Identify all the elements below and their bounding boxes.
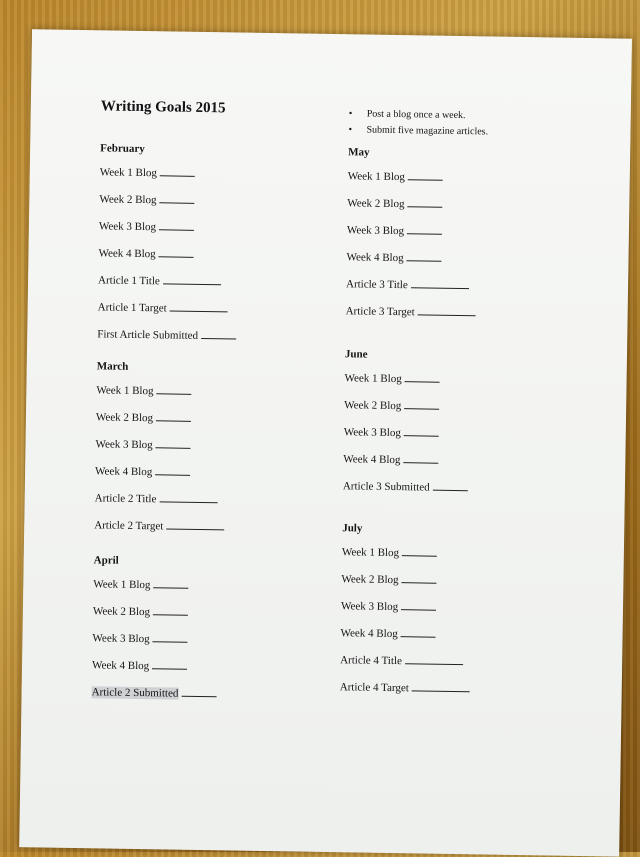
goal-line <box>342 546 437 559</box>
fill-in-blank[interactable] <box>402 554 437 557</box>
fill-in-blank[interactable] <box>404 434 439 437</box>
fill-in-blank[interactable] <box>156 446 191 449</box>
line-label: First Article Submitted <box>97 328 199 342</box>
fill-in-blank[interactable] <box>163 282 221 285</box>
goal-text: Post a blog once a week. <box>366 108 466 122</box>
fill-in-blank[interactable] <box>407 205 442 208</box>
fill-in-blank[interactable] <box>418 313 476 316</box>
fill-in-blank[interactable] <box>408 178 443 181</box>
goals-list <box>348 106 488 140</box>
fill-in-blank[interactable] <box>181 695 216 698</box>
goal-line <box>344 399 439 412</box>
fill-in-blank[interactable] <box>153 640 188 643</box>
fill-in-blank[interactable] <box>401 635 436 638</box>
line-label: Week 2 Blog <box>347 197 405 211</box>
section-heading-march: March <box>96 360 129 373</box>
fill-in-blank[interactable] <box>156 392 191 395</box>
line-label: Week 3 Blog <box>343 426 402 440</box>
fill-in-blank[interactable] <box>166 527 224 530</box>
goal-line <box>98 301 228 315</box>
goal-line <box>97 328 236 342</box>
fill-in-blank[interactable] <box>407 259 442 262</box>
line-label: Week 3 Blog <box>346 224 405 238</box>
goal-line <box>100 166 195 179</box>
goal-line <box>92 659 187 672</box>
line-label: Week 1 Blog <box>99 166 158 180</box>
line-label: Week 3 Blog <box>98 220 157 234</box>
goal-line <box>347 197 442 210</box>
line-label: Week 2 Blog <box>341 573 399 587</box>
bullet-icon: • <box>348 124 353 136</box>
line-label: Week 1 Blog <box>96 384 154 398</box>
goal-line <box>343 453 438 466</box>
line-label: Article 2 Submitted <box>91 686 179 700</box>
goal-line <box>346 251 441 264</box>
line-label: Week 4 Blog <box>98 247 156 261</box>
section-heading-july: July <box>342 522 363 535</box>
line-label: Week 4 Blog <box>340 627 398 641</box>
fill-in-blank[interactable] <box>159 201 194 204</box>
fill-in-blank[interactable] <box>153 613 188 616</box>
fill-in-blank[interactable] <box>201 337 236 340</box>
goal-line <box>340 627 435 640</box>
fill-in-blank[interactable] <box>156 419 191 422</box>
line-label: Article 4 Title <box>340 654 402 668</box>
fill-in-blank[interactable] <box>407 232 442 235</box>
line-label: Week 4 Blog <box>343 453 401 467</box>
fill-in-blank[interactable] <box>155 473 190 476</box>
goal-line <box>346 305 476 319</box>
fill-in-blank[interactable] <box>153 586 188 589</box>
section-heading-april: April <box>93 554 119 567</box>
goal-line <box>98 247 193 260</box>
line-label: Week 4 Blog <box>91 659 150 673</box>
fill-in-blank[interactable] <box>433 489 468 492</box>
line-label: Week 2 Blog <box>95 411 154 425</box>
line-label: Article 3 Title <box>345 278 408 292</box>
section-heading-february: February <box>100 142 145 156</box>
fill-in-blank[interactable] <box>402 581 437 584</box>
goal-line <box>96 384 191 397</box>
fill-in-blank[interactable] <box>403 461 438 464</box>
line-label: Week 3 Blog <box>340 600 399 614</box>
goal-line <box>341 600 436 613</box>
line-label: Article 2 Title <box>94 492 157 506</box>
fill-in-blank[interactable] <box>159 255 194 258</box>
fill-in-blank[interactable] <box>160 174 195 177</box>
goal-line <box>95 492 218 506</box>
line-label: Article 1 Title <box>98 274 160 288</box>
line-label: Week 1 Blog <box>344 372 402 386</box>
goal-line <box>99 193 194 206</box>
goal-line <box>93 578 188 591</box>
line-label: Article 1 Target <box>97 301 167 315</box>
goal-line <box>99 220 194 233</box>
line-label: Week 1 Blog <box>347 170 406 184</box>
fill-in-blank[interactable] <box>401 608 436 611</box>
goal-line <box>345 372 440 385</box>
line-label: Article 2 Target <box>94 519 164 533</box>
paper-sheet <box>19 29 632 856</box>
goal-line <box>340 681 470 695</box>
line-label: Week 2 Blog <box>92 605 151 619</box>
goal-line <box>347 224 442 237</box>
section-heading-june: June <box>344 348 368 361</box>
fill-in-blank[interactable] <box>411 286 469 289</box>
line-label: Week 3 Blog <box>95 438 153 452</box>
goal-line <box>344 426 439 439</box>
goal-text: Submit five magazine articles. <box>366 124 489 138</box>
line-label: Week 4 Blog <box>95 465 153 479</box>
goal-line <box>341 573 436 586</box>
goal-line <box>92 686 217 700</box>
line-label: Week 2 Blog <box>99 193 157 207</box>
goal-line <box>348 170 443 183</box>
line-label: Article 3 Target <box>345 305 415 319</box>
fill-in-blank[interactable] <box>405 380 440 383</box>
goal-line <box>95 438 190 451</box>
section-heading-may: May <box>348 146 370 159</box>
goal-line <box>343 480 468 494</box>
bullet-icon: • <box>348 108 353 120</box>
line-label: Article 4 Target <box>339 681 409 695</box>
goal-line <box>340 654 463 668</box>
goal-line <box>94 519 224 533</box>
goal-line <box>93 605 188 618</box>
fill-in-blank[interactable] <box>405 662 463 665</box>
line-label: Week 4 Blog <box>346 251 404 265</box>
fill-in-blank[interactable] <box>159 228 194 231</box>
goal-line <box>98 274 221 288</box>
line-label: Week 2 Blog <box>344 399 402 413</box>
fill-in-blank[interactable] <box>170 309 228 312</box>
fill-in-blank[interactable] <box>159 500 217 503</box>
line-label: Week 1 Blog <box>341 546 400 560</box>
goal-line <box>96 411 191 424</box>
goal-item <box>348 122 488 140</box>
goal-line <box>346 278 469 292</box>
fill-in-blank[interactable] <box>412 689 470 692</box>
line-label: Article 3 Submitted <box>342 480 430 494</box>
fill-in-blank[interactable] <box>404 407 439 410</box>
page-title: Writing Goals 2015 <box>100 98 226 117</box>
goal-line <box>92 632 187 645</box>
line-label: Week 3 Blog <box>92 632 150 646</box>
line-label: Week 1 Blog <box>93 578 151 592</box>
goal-line <box>95 465 190 478</box>
fill-in-blank[interactable] <box>152 667 187 670</box>
